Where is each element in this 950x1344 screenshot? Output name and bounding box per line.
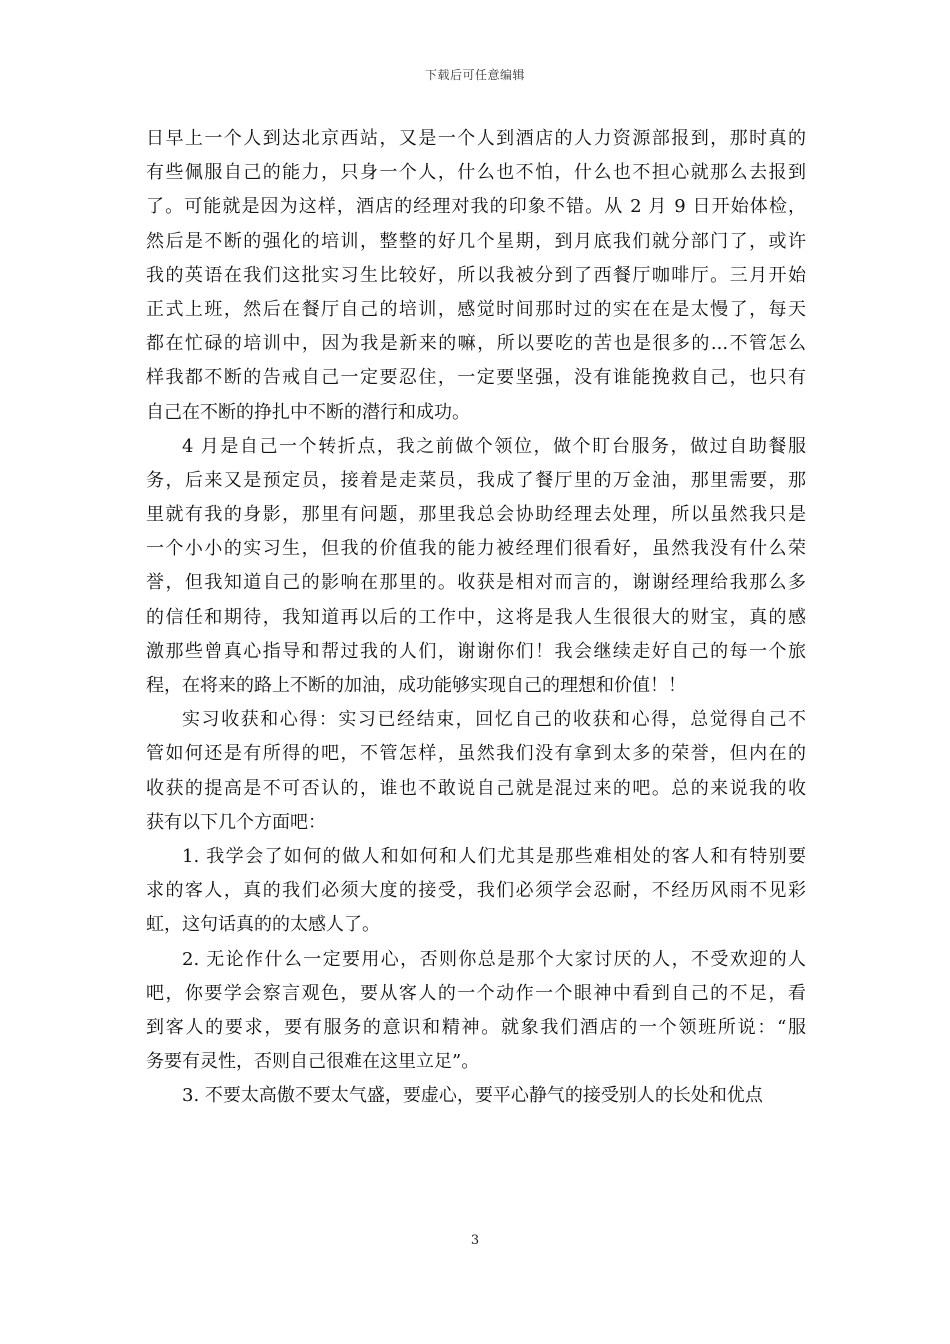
text-line: 样我都不断的告戒自己一定要忍住，一定要坚强，没有谁能挽救自己，也只有: [146, 367, 806, 389]
text-line: 到客人的要求，要有服务的意识和精神。就象我们酒店的一个领班所说：“服: [146, 1016, 806, 1038]
text-line: 务，后来又是预定员，接着是走菜员，我成了餐厅里的万金油，那里需要，那: [146, 469, 806, 491]
text-line: 实习收获和心得：实习已经结束，回忆自己的收获和心得，总觉得自己不: [182, 709, 806, 731]
text-line: 管如何还是有所得的吧，不管怎样，虽然我们没有拿到太多的荣誉，但内在的: [146, 743, 806, 765]
text-line: 虹，这句话真的的太感人了。: [146, 914, 380, 936]
text-line: 自己在不断的挣扎中不断的潜行和成功。: [146, 401, 470, 423]
text-line: 里就有我的身影，那里有问题，那里我总会协助经理去处理，所以虽然我只是: [146, 504, 806, 526]
text-line: 务要有灵性，否则自己很难在这里立足”。: [146, 1051, 480, 1073]
page-number: 3: [470, 1233, 480, 1248]
list-item-2: [146, 943, 806, 1080]
text-line: 4 月是自己一个转折点，我之前做个领位，做个盯台服务，做过自助餐服: [182, 435, 806, 457]
paragraph-2: [146, 430, 806, 704]
page-header: 下载后可任意编辑: [424, 68, 525, 82]
text-line: 了。可能就是因为这样，酒店的经理对我的印象不错。从 2 月 9 日开始体检，: [146, 196, 806, 218]
text-line: 都在忙碌的培训中，因为我是新来的嘛，所以要吃的苦也是很多的...不管怎么: [146, 333, 806, 355]
document-body: [146, 122, 806, 1113]
text-line: 一个小小的实习生，但我的价值我的能力被经理们很看好，虽然我没有什么荣: [146, 538, 806, 560]
text-line: 誉，但我知道自己的影响在那里的。收获是相对而言的，谢谢经理给我那么多: [146, 572, 806, 594]
text-line: 求的客人，真的我们必须大度的接受，我们必须学会忍耐，不经历风雨不见彩: [146, 880, 806, 902]
text-line: 吧，你要学会察言观色，要从客人的一个动作一个眼神中看到自己的不足，看: [146, 982, 806, 1004]
list-item-3: [146, 1079, 806, 1113]
paragraph-3: [146, 703, 806, 840]
text-line: 的信任和期待，我知道再以后的工作中，这将是我人生很很大的财宝，真的感: [146, 606, 806, 628]
paragraph-1: [146, 122, 806, 430]
text-line: 程，在将来的路上不断的加油，成功能够实现自己的理想和价值！！: [146, 675, 686, 696]
text-line: 我的英语在我们这批实习生比较好，所以我被分到了西餐厅咖啡厅。三月开始: [146, 264, 806, 286]
text-line: 正式上班，然后在餐厅自己的培训，感觉时间那时过的实在在是太慢了，每天: [146, 298, 806, 320]
text-line: 有些佩服自己的能力，只身一个人，什么也不怕，什么也不担心就那么去报到: [146, 162, 806, 184]
text-line: 收获的提高是不可否认的，谁也不敢说自己就是混过来的吧。总的来说我的收: [146, 777, 806, 799]
text-line: 然后是不断的强化的培训，整整的好几个星期，到月底我们就分部门了，或许: [146, 230, 806, 252]
list-item-1: [146, 840, 806, 943]
text-line: 3. 不要太高傲不要太气盛，要虚心，要平心静气的接受别人的长处和优点: [182, 1085, 763, 1107]
text-line: 1. 我学会了如何的做人和如何和人们尤其是那些难相处的客人和有特别要: [182, 845, 806, 867]
text-line: 获有以下几个方面吧：: [146, 811, 326, 833]
text-line: 日早上一个人到达北京西站，又是一个人到酒店的人力资源部报到，那时真的: [146, 128, 806, 149]
text-line: 2. 无论作什么一定要用心，否则你总是那个大家讨厌的人，不受欢迎的人: [182, 948, 806, 970]
text-line: 激那些曾真心指导和帮过我的人们，谢谢你们！我会继续走好自己的每一个旅: [146, 640, 806, 662]
